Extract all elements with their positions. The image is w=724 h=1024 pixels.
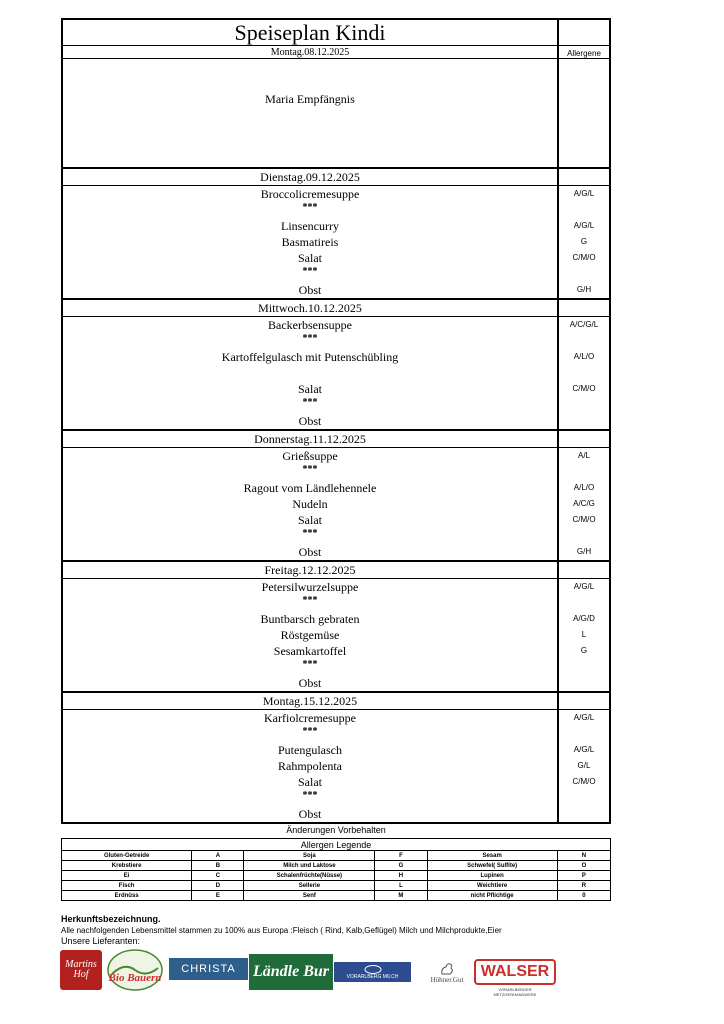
dish-allergens xyxy=(559,595,609,611)
menu-item xyxy=(63,234,609,250)
menu-item xyxy=(63,496,609,512)
bio-bauern-logo xyxy=(106,948,164,992)
dish-name: Obst xyxy=(63,806,559,822)
dish-allergens: L xyxy=(581,630,587,639)
menu-item xyxy=(63,675,609,691)
menu-item xyxy=(63,611,609,627)
legend-row xyxy=(62,881,611,891)
dish-allergens xyxy=(559,266,609,282)
dish-name: *** xyxy=(63,202,559,218)
allergen-code: B xyxy=(192,861,244,871)
menu-table xyxy=(61,18,611,824)
menu-item xyxy=(63,726,609,742)
menu-item xyxy=(63,381,609,397)
dish-name: *** xyxy=(63,790,559,806)
legend-row xyxy=(62,891,611,901)
menu-item xyxy=(63,397,609,413)
dish-allergens xyxy=(559,790,609,806)
title-row xyxy=(63,20,609,46)
legend-row xyxy=(62,871,611,881)
dish-allergens: A/G/L xyxy=(573,745,595,754)
menu-item xyxy=(63,790,609,806)
dish-name: Karfiolcremesuppe xyxy=(63,710,559,726)
allergen-code: R xyxy=(557,881,610,891)
dish-name: Broccolicremesuppe xyxy=(63,186,559,202)
menu-item xyxy=(63,250,609,266)
dish-allergens xyxy=(559,726,609,742)
holiday-text: Maria Empfängnis xyxy=(63,59,559,167)
dish-name: Buntbarsch gebraten xyxy=(63,611,559,627)
allergen-name: Krebstiere xyxy=(62,861,192,871)
day-header xyxy=(63,169,609,186)
dish-allergens: G/L xyxy=(577,761,591,770)
dish-allergens: A/C/G xyxy=(573,499,595,508)
holiday-row xyxy=(63,59,609,169)
dish-name: Nudeln xyxy=(63,496,559,512)
dish-allergens xyxy=(559,659,609,675)
menu-item xyxy=(63,317,609,333)
dish-allergens: A/G/L xyxy=(573,189,595,198)
day-date: Montag.08.12.2025 xyxy=(63,46,559,58)
allergen-code: O xyxy=(557,861,610,871)
allergen-name: nicht Pflichtige xyxy=(427,891,557,901)
allergen-code: 0 xyxy=(557,891,610,901)
allergen-column-header: Allergene xyxy=(567,49,601,58)
dish-allergens xyxy=(559,464,609,480)
dish-allergens: C/M/O xyxy=(572,515,596,524)
dish-name: Obst xyxy=(63,544,559,560)
allergen-code: F xyxy=(375,851,427,861)
menu-item xyxy=(63,627,609,643)
menu-item xyxy=(63,448,609,464)
dish-allergens: C/M/O xyxy=(572,253,596,262)
allergen-name: Lupinen xyxy=(427,871,557,881)
menu-item xyxy=(63,579,609,595)
dish-allergens: A/L xyxy=(577,451,590,460)
allergen-name: Sesam xyxy=(427,851,557,861)
allergen-name: Soja xyxy=(244,851,375,861)
allergen-code: C xyxy=(192,871,244,881)
menu-item xyxy=(63,544,609,560)
dish-name: Salat xyxy=(63,381,559,397)
dish-allergens: C/M/O xyxy=(572,384,596,393)
menu-item xyxy=(63,349,609,381)
dish-name: Obst xyxy=(63,413,559,429)
menu-item xyxy=(63,218,609,234)
dish-name: *** xyxy=(63,266,559,282)
legend-row xyxy=(62,851,611,861)
dish-name: Obst xyxy=(63,675,559,691)
allergen-code: E xyxy=(192,891,244,901)
milk-drop-icon xyxy=(364,965,382,974)
dish-name: Backerbsensuppe xyxy=(63,317,559,333)
allergen-name: Ei xyxy=(62,871,192,881)
allergen-legend xyxy=(61,838,611,901)
dish-allergens: A/L/O xyxy=(573,352,595,361)
christa-logo: CHRISTA xyxy=(169,958,248,980)
day-section xyxy=(63,710,609,822)
day-header xyxy=(63,693,609,710)
dish-allergens: G/H xyxy=(576,285,592,294)
menu-item xyxy=(63,202,609,218)
dish-allergens xyxy=(559,806,609,822)
dish-name: *** xyxy=(63,659,559,675)
dish-allergens xyxy=(559,675,609,691)
dish-allergens: A/G/L xyxy=(573,221,595,230)
day-date: Montag.15.12.2025 xyxy=(63,693,559,709)
menu-item xyxy=(63,266,609,282)
day-header xyxy=(63,300,609,317)
vorarlberg-milch-logo: VORARLBERG MILCH xyxy=(334,962,411,982)
martins-hof-logo: Martins Hof xyxy=(60,950,102,990)
dish-name: *** xyxy=(63,595,559,611)
menu-item xyxy=(63,464,609,480)
allergen-name: Weichtiere xyxy=(427,881,557,891)
dish-name: Petersilwurzelsuppe xyxy=(63,579,559,595)
walser-logo: WALSER VORARLBERGER METZGERHANDWERK xyxy=(480,956,550,1000)
dish-name: Salat xyxy=(63,512,559,528)
allergen-name: Schalenfrüchte(Nüsse) xyxy=(244,871,375,881)
allergen-code: P xyxy=(557,871,610,881)
dish-name: Rahmpolenta xyxy=(63,758,559,774)
allergen-code: L xyxy=(375,881,427,891)
menu-item xyxy=(63,659,609,675)
allergen-code: D xyxy=(192,881,244,891)
day-date: Mittwoch.10.12.2025 xyxy=(63,300,559,316)
menu-item xyxy=(63,413,609,429)
huehner-gut-logo: Hühner.Gut xyxy=(422,956,472,990)
legend-title: Allergen Legende xyxy=(62,839,611,851)
allergen-name: Schwefel( Sulfite) xyxy=(427,861,557,871)
day-date: Freitag.12.12.2025 xyxy=(63,562,559,578)
legend-row xyxy=(62,861,611,871)
allergen-code: A xyxy=(192,851,244,861)
allergen-code: H xyxy=(375,871,427,881)
hen-icon xyxy=(439,962,455,976)
day-section xyxy=(63,579,609,693)
origin-section xyxy=(61,914,661,947)
menu-item xyxy=(63,758,609,774)
menu-item xyxy=(63,480,609,496)
allergen-name: Gluten-Getreide xyxy=(62,851,192,861)
allergen-name: Milch und Laktose xyxy=(244,861,375,871)
dish-allergens: G xyxy=(580,237,588,246)
day-header xyxy=(63,46,609,59)
menu-item xyxy=(63,595,609,611)
menu-item xyxy=(63,282,609,298)
day-section xyxy=(63,448,609,562)
dish-allergens xyxy=(559,202,609,218)
dish-name: *** xyxy=(63,464,559,480)
origin-text: Alle nachfolgenden Lebensmittel stammen zu 100% aus Europa :Fleisch ( Rind, Kalb,Geflügel) Milch und Milchprodukte,Eier xyxy=(61,926,502,935)
dish-name: Putengulasch xyxy=(63,742,559,758)
day-header xyxy=(63,431,609,448)
dish-name: Obst xyxy=(63,282,559,298)
dish-allergens xyxy=(559,528,609,544)
days-list xyxy=(63,169,609,822)
dish-name: *** xyxy=(63,397,559,413)
dish-name: Kartoffelgulasch mit Putenschübling xyxy=(63,349,559,381)
dish-name: Basmatireis xyxy=(63,234,559,250)
dish-allergens: A/G/D xyxy=(573,614,595,623)
menu-item xyxy=(63,774,609,790)
dish-allergens xyxy=(559,333,609,349)
dish-name: Salat xyxy=(63,250,559,266)
dish-allergens: A/G/L xyxy=(573,582,595,591)
svg-text:Bio Bauern: Bio Bauern xyxy=(108,972,162,984)
dish-allergens: A/C/G/L xyxy=(569,320,599,329)
dish-allergens: G xyxy=(580,646,588,655)
allergen-code: N xyxy=(557,851,610,861)
dish-name: *** xyxy=(63,333,559,349)
dish-name: Röstgemüse xyxy=(63,627,559,643)
dish-name: Linsencurry xyxy=(63,218,559,234)
dish-name: *** xyxy=(63,726,559,742)
allergen-code: M xyxy=(375,891,427,901)
dish-name: Grießsuppe xyxy=(63,448,559,464)
dish-allergens: C/M/O xyxy=(572,777,596,786)
allergen-code: G xyxy=(375,861,427,871)
dish-name: Ragout vom Ländlehennele xyxy=(63,480,559,496)
day-header xyxy=(63,562,609,579)
bio-bauern-mark xyxy=(106,948,164,992)
menu-item xyxy=(63,186,609,202)
dish-allergens xyxy=(559,397,609,413)
menu-item xyxy=(63,742,609,758)
menu-item xyxy=(63,512,609,528)
menu-item xyxy=(63,528,609,544)
menu-item xyxy=(63,333,609,349)
day-date: Dienstag.09.12.2025 xyxy=(63,169,559,185)
allergen-name: Senf xyxy=(244,891,375,901)
dish-name: Sesamkartoffel xyxy=(63,643,559,659)
allergen-name: Erdnüss xyxy=(62,891,192,901)
day-section xyxy=(63,186,609,300)
allergen-name: Sellerie xyxy=(244,881,375,891)
day-section xyxy=(63,317,609,431)
menu-item xyxy=(63,643,609,659)
day-date: Donnerstag.11.12.2025 xyxy=(63,431,559,447)
dish-allergens xyxy=(559,413,609,429)
menu-item xyxy=(63,806,609,822)
laendle-bur-logo: Ländle Bur xyxy=(249,954,333,990)
changes-note: Änderungen Vorbehalten xyxy=(286,825,386,835)
allergen-name: Fisch xyxy=(62,881,192,891)
suppliers-label: Unsere Lieferanten: xyxy=(61,936,141,946)
supplier-logos xyxy=(60,950,620,1000)
dish-name: Salat xyxy=(63,774,559,790)
dish-allergens: G/H xyxy=(576,547,592,556)
page-title: Speiseplan Kindi xyxy=(63,20,559,45)
origin-heading: Herkunftsbezeichnung. xyxy=(61,914,161,924)
dish-name: *** xyxy=(63,528,559,544)
legend-header xyxy=(62,839,611,851)
dish-allergens: A/L/O xyxy=(573,483,595,492)
menu-item xyxy=(63,710,609,726)
dish-allergens: A/G/L xyxy=(573,713,595,722)
